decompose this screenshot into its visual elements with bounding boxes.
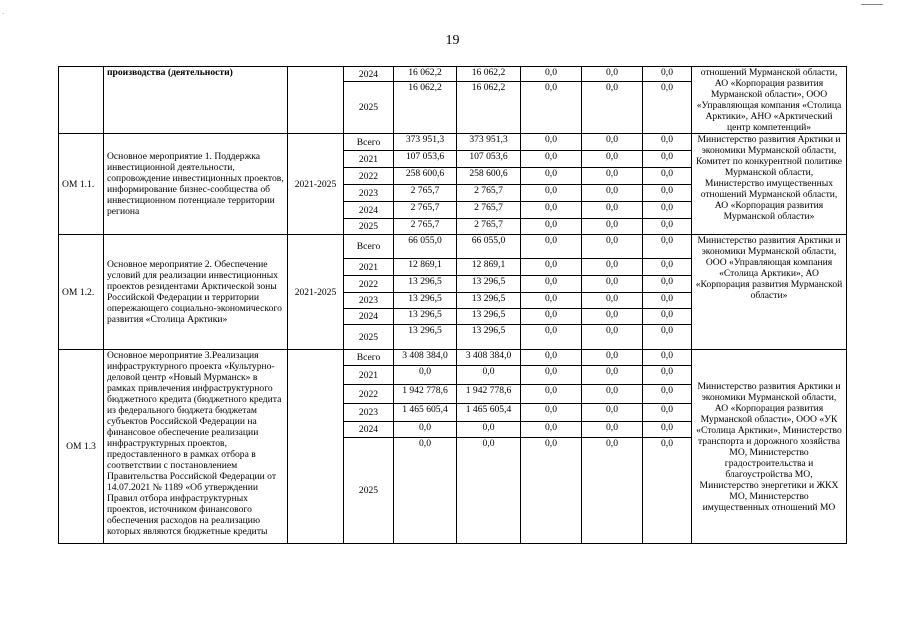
year-cell: 2025 (344, 325, 394, 350)
amount-cell: 0,0 (394, 422, 457, 438)
amount-cell: 0,0 (457, 366, 521, 385)
amount-cell: 258 600,6 (394, 168, 457, 185)
measure-period: 2021-2025 (288, 235, 344, 350)
measure-period: 2021-2025 (288, 134, 344, 235)
amount-cell: 0,0 (521, 67, 582, 82)
year-cell: 2022 (344, 385, 394, 404)
year-cell: 2022 (344, 168, 394, 185)
amount-cell: 0,0 (582, 259, 643, 276)
amount-cell: 13 296,5 (394, 325, 457, 350)
amount-cell: 0,0 (521, 134, 582, 151)
table-row (59, 134, 847, 151)
amount-cell: 1 942 778,6 (457, 385, 521, 404)
scan-edge-mark (861, 4, 883, 5)
amount-cell: 0,0 (582, 82, 643, 134)
amount-cell: 3 408 384,0 (457, 350, 521, 366)
amount-cell: 16 062,2 (394, 67, 457, 82)
amount-cell: 2 765,7 (457, 219, 521, 235)
amount-cell: 0,0 (582, 276, 643, 293)
amount-cell: 107 053,6 (394, 151, 457, 168)
amount-cell: 0,0 (643, 422, 692, 438)
measure-code (59, 67, 104, 134)
scan-corner-mark: · (2, 10, 5, 18)
amount-cell: 0,0 (643, 235, 692, 259)
amount-cell: 0,0 (521, 168, 582, 185)
amount-cell: 0,0 (521, 385, 582, 404)
amount-cell: 373 951,3 (394, 134, 457, 151)
amount-cell: 0,0 (582, 168, 643, 185)
year-cell: 2025 (344, 438, 394, 544)
amount-cell: 0,0 (643, 219, 692, 235)
amount-cell: 13 296,5 (457, 309, 521, 325)
amount-cell: 0,0 (394, 366, 457, 385)
amount-cell: 0,0 (643, 438, 692, 544)
amount-cell: 0,0 (643, 385, 692, 404)
year-cell: 2021 (344, 151, 394, 168)
amount-cell: 0,0 (582, 219, 643, 235)
amount-cell: 0,0 (521, 325, 582, 350)
measure-name: производства (деятельности) (104, 67, 288, 134)
year-cell: 2024 (344, 202, 394, 219)
amount-cell: 0,0 (643, 293, 692, 309)
measure-name: Основное мероприятие 3.Реализация инфраструктурного проекта «Культурно-деловой центр «Новый Мурманск» в рамках привлечения инфраструктурного бюджетного кредита (бюджетного кредита из федерального бюджета бюджетам субъектов Российской Федерации на финансовое обеспечение реализации инфраструктурных проектов, предоставленного в рамках отбора в соответствии с постановлением Правительства Российской Федерации от 14.07.2021 № 1189 «Об утверждении Правил отбора инфраструктурных проектов, источником финансового обеспечения расходов на реализацию которых являются бюджетные кредиты (104, 350, 288, 544)
amount-cell: 0,0 (521, 151, 582, 168)
amount-cell: 0,0 (521, 309, 582, 325)
year-cell: 2021 (344, 366, 394, 385)
amount-cell: 13 296,5 (394, 276, 457, 293)
year-cell: Всего (344, 350, 394, 366)
amount-cell: 0,0 (582, 185, 643, 202)
amount-cell: 13 296,5 (457, 293, 521, 309)
amount-cell: 12 869,1 (457, 259, 521, 276)
amount-cell: 0,0 (582, 438, 643, 544)
amount-cell: 2 765,7 (457, 202, 521, 219)
amount-cell: 0,0 (643, 202, 692, 219)
measure-name: Основное мероприятие 1. Поддержка инвестиционной деятельности, сопровождение инвестиционных проектов, информирование бизнес-сообщества об инвестиционном потенциале территории региона (104, 134, 288, 235)
amount-cell: 0,0 (521, 350, 582, 366)
amount-cell: 0,0 (582, 309, 643, 325)
amount-cell: 16 062,2 (394, 82, 457, 134)
amount-cell: 0,0 (582, 404, 643, 422)
amount-cell: 0,0 (643, 134, 692, 151)
amount-cell: 66 055,0 (394, 235, 457, 259)
year-cell: 2024 (344, 422, 394, 438)
amount-cell: 0,0 (457, 438, 521, 544)
year-cell: 2023 (344, 404, 394, 422)
year-cell: 2025 (344, 82, 394, 134)
measure-name: Основное мероприятие 2. Обеспечение условий для реализации инвестиционных проектов резидентами Арктической зоны Российской Федерации и территории опережающего социально-экономического развития «Столица Арктики» (104, 235, 288, 350)
year-cell: Всего (344, 134, 394, 151)
measure-period (288, 350, 344, 544)
amount-cell: 66 055,0 (457, 235, 521, 259)
amount-cell: 2 765,7 (457, 185, 521, 202)
amount-cell: 1 465 605,4 (394, 404, 457, 422)
amount-cell: 0,0 (643, 82, 692, 134)
amount-cell: 0,0 (582, 366, 643, 385)
amount-cell: 13 296,5 (394, 293, 457, 309)
measure-period (288, 67, 344, 134)
amount-cell: 13 296,5 (394, 309, 457, 325)
year-cell: 2024 (344, 67, 394, 82)
amount-cell: 107 053,6 (457, 151, 521, 168)
table-row (59, 67, 847, 82)
year-cell: 2022 (344, 276, 394, 293)
amount-cell: 0,0 (643, 325, 692, 350)
table-row (59, 235, 847, 259)
responsible-executors: Министерство развития Арктики и экономики Мурманской области, Комитет по конкурентной политике Мурманской области, Министерство имущественных отношений Мурманской области, АО «Корпорация развития Мурманской области» (692, 134, 847, 235)
amount-cell: 0,0 (643, 185, 692, 202)
responsible-executors: отношений Мурманской области, АО «Корпорация развития Мурманской области», ООО «Управляющая компания «Столица Арктики», АНО «Арктический центр компетенций» (692, 67, 847, 134)
amount-cell: 0,0 (521, 276, 582, 293)
amount-cell: 0,0 (643, 151, 692, 168)
amount-cell: 13 296,5 (457, 325, 521, 350)
amount-cell: 2 765,7 (394, 202, 457, 219)
table-row (59, 350, 847, 366)
amount-cell: 0,0 (521, 202, 582, 219)
measure-code: ОМ 1.1. (59, 134, 104, 235)
amount-cell: 0,0 (643, 350, 692, 366)
measure-code: ОМ 1.2. (59, 235, 104, 350)
amount-cell: 0,0 (643, 404, 692, 422)
amount-cell: 0,0 (643, 168, 692, 185)
year-cell: Всего (344, 235, 394, 259)
amount-cell: 258 600,6 (457, 168, 521, 185)
amount-cell: 0,0 (521, 82, 582, 134)
amount-cell: 16 062,2 (457, 67, 521, 82)
amount-cell: 0,0 (643, 67, 692, 82)
amount-cell: 0,0 (582, 422, 643, 438)
year-cell: 2023 (344, 293, 394, 309)
amount-cell: 0,0 (643, 309, 692, 325)
amount-cell: 0,0 (521, 404, 582, 422)
amount-cell: 1 465 605,4 (457, 404, 521, 422)
amount-cell: 0,0 (521, 259, 582, 276)
amount-cell: 2 765,7 (394, 219, 457, 235)
amount-cell: 0,0 (521, 235, 582, 259)
amount-cell: 373 951,3 (457, 134, 521, 151)
year-cell: 2025 (344, 219, 394, 235)
year-cell: 2024 (344, 309, 394, 325)
budget-table (58, 66, 847, 544)
amount-cell: 0,0 (521, 438, 582, 544)
amount-cell: 0,0 (582, 235, 643, 259)
measure-code: ОМ 1.3 (59, 350, 104, 544)
budget-table-body (59, 67, 847, 544)
responsible-executors: Министерство развития Арктики и экономики Мурманской области, ООО «Управляющая компания «Столица Арктики», АО «Корпорация развития Мурманской области» (692, 235, 847, 350)
amount-cell: 3 408 384,0 (394, 350, 457, 366)
page-number: 19 (445, 33, 460, 48)
amount-cell: 12 869,1 (394, 259, 457, 276)
year-cell: 2021 (344, 259, 394, 276)
amount-cell: 0,0 (521, 422, 582, 438)
amount-cell: 0,0 (643, 276, 692, 293)
amount-cell: 0,0 (582, 134, 643, 151)
amount-cell: 0,0 (521, 366, 582, 385)
amount-cell: 0,0 (521, 293, 582, 309)
amount-cell: 1 942 778,6 (394, 385, 457, 404)
amount-cell: 2 765,7 (394, 185, 457, 202)
amount-cell: 0,0 (457, 422, 521, 438)
amount-cell: 0,0 (582, 293, 643, 309)
amount-cell: 0,0 (394, 438, 457, 544)
amount-cell: 0,0 (582, 385, 643, 404)
amount-cell: 0,0 (582, 67, 643, 82)
amount-cell: 0,0 (582, 325, 643, 350)
amount-cell: 0,0 (521, 185, 582, 202)
amount-cell: 16 062,2 (457, 82, 521, 134)
amount-cell: 0,0 (643, 259, 692, 276)
amount-cell: 0,0 (521, 219, 582, 235)
amount-cell: 0,0 (582, 202, 643, 219)
amount-cell: 13 296,5 (457, 276, 521, 293)
amount-cell: 0,0 (582, 151, 643, 168)
responsible-executors: Министерство развития Арктики и экономики Мурманской области, АО «Корпорация развития Мурманской области», ООО «УК «Столица Арктики», Министерство транспорта и дорожного хозяйства МО, Министерство градостроительства и благоустройства МО, Министерство энергетики и ЖКХ МО, Министерство имущественных отношений МО (692, 350, 847, 544)
amount-cell: 0,0 (643, 366, 692, 385)
amount-cell: 0,0 (582, 350, 643, 366)
year-cell: 2023 (344, 185, 394, 202)
